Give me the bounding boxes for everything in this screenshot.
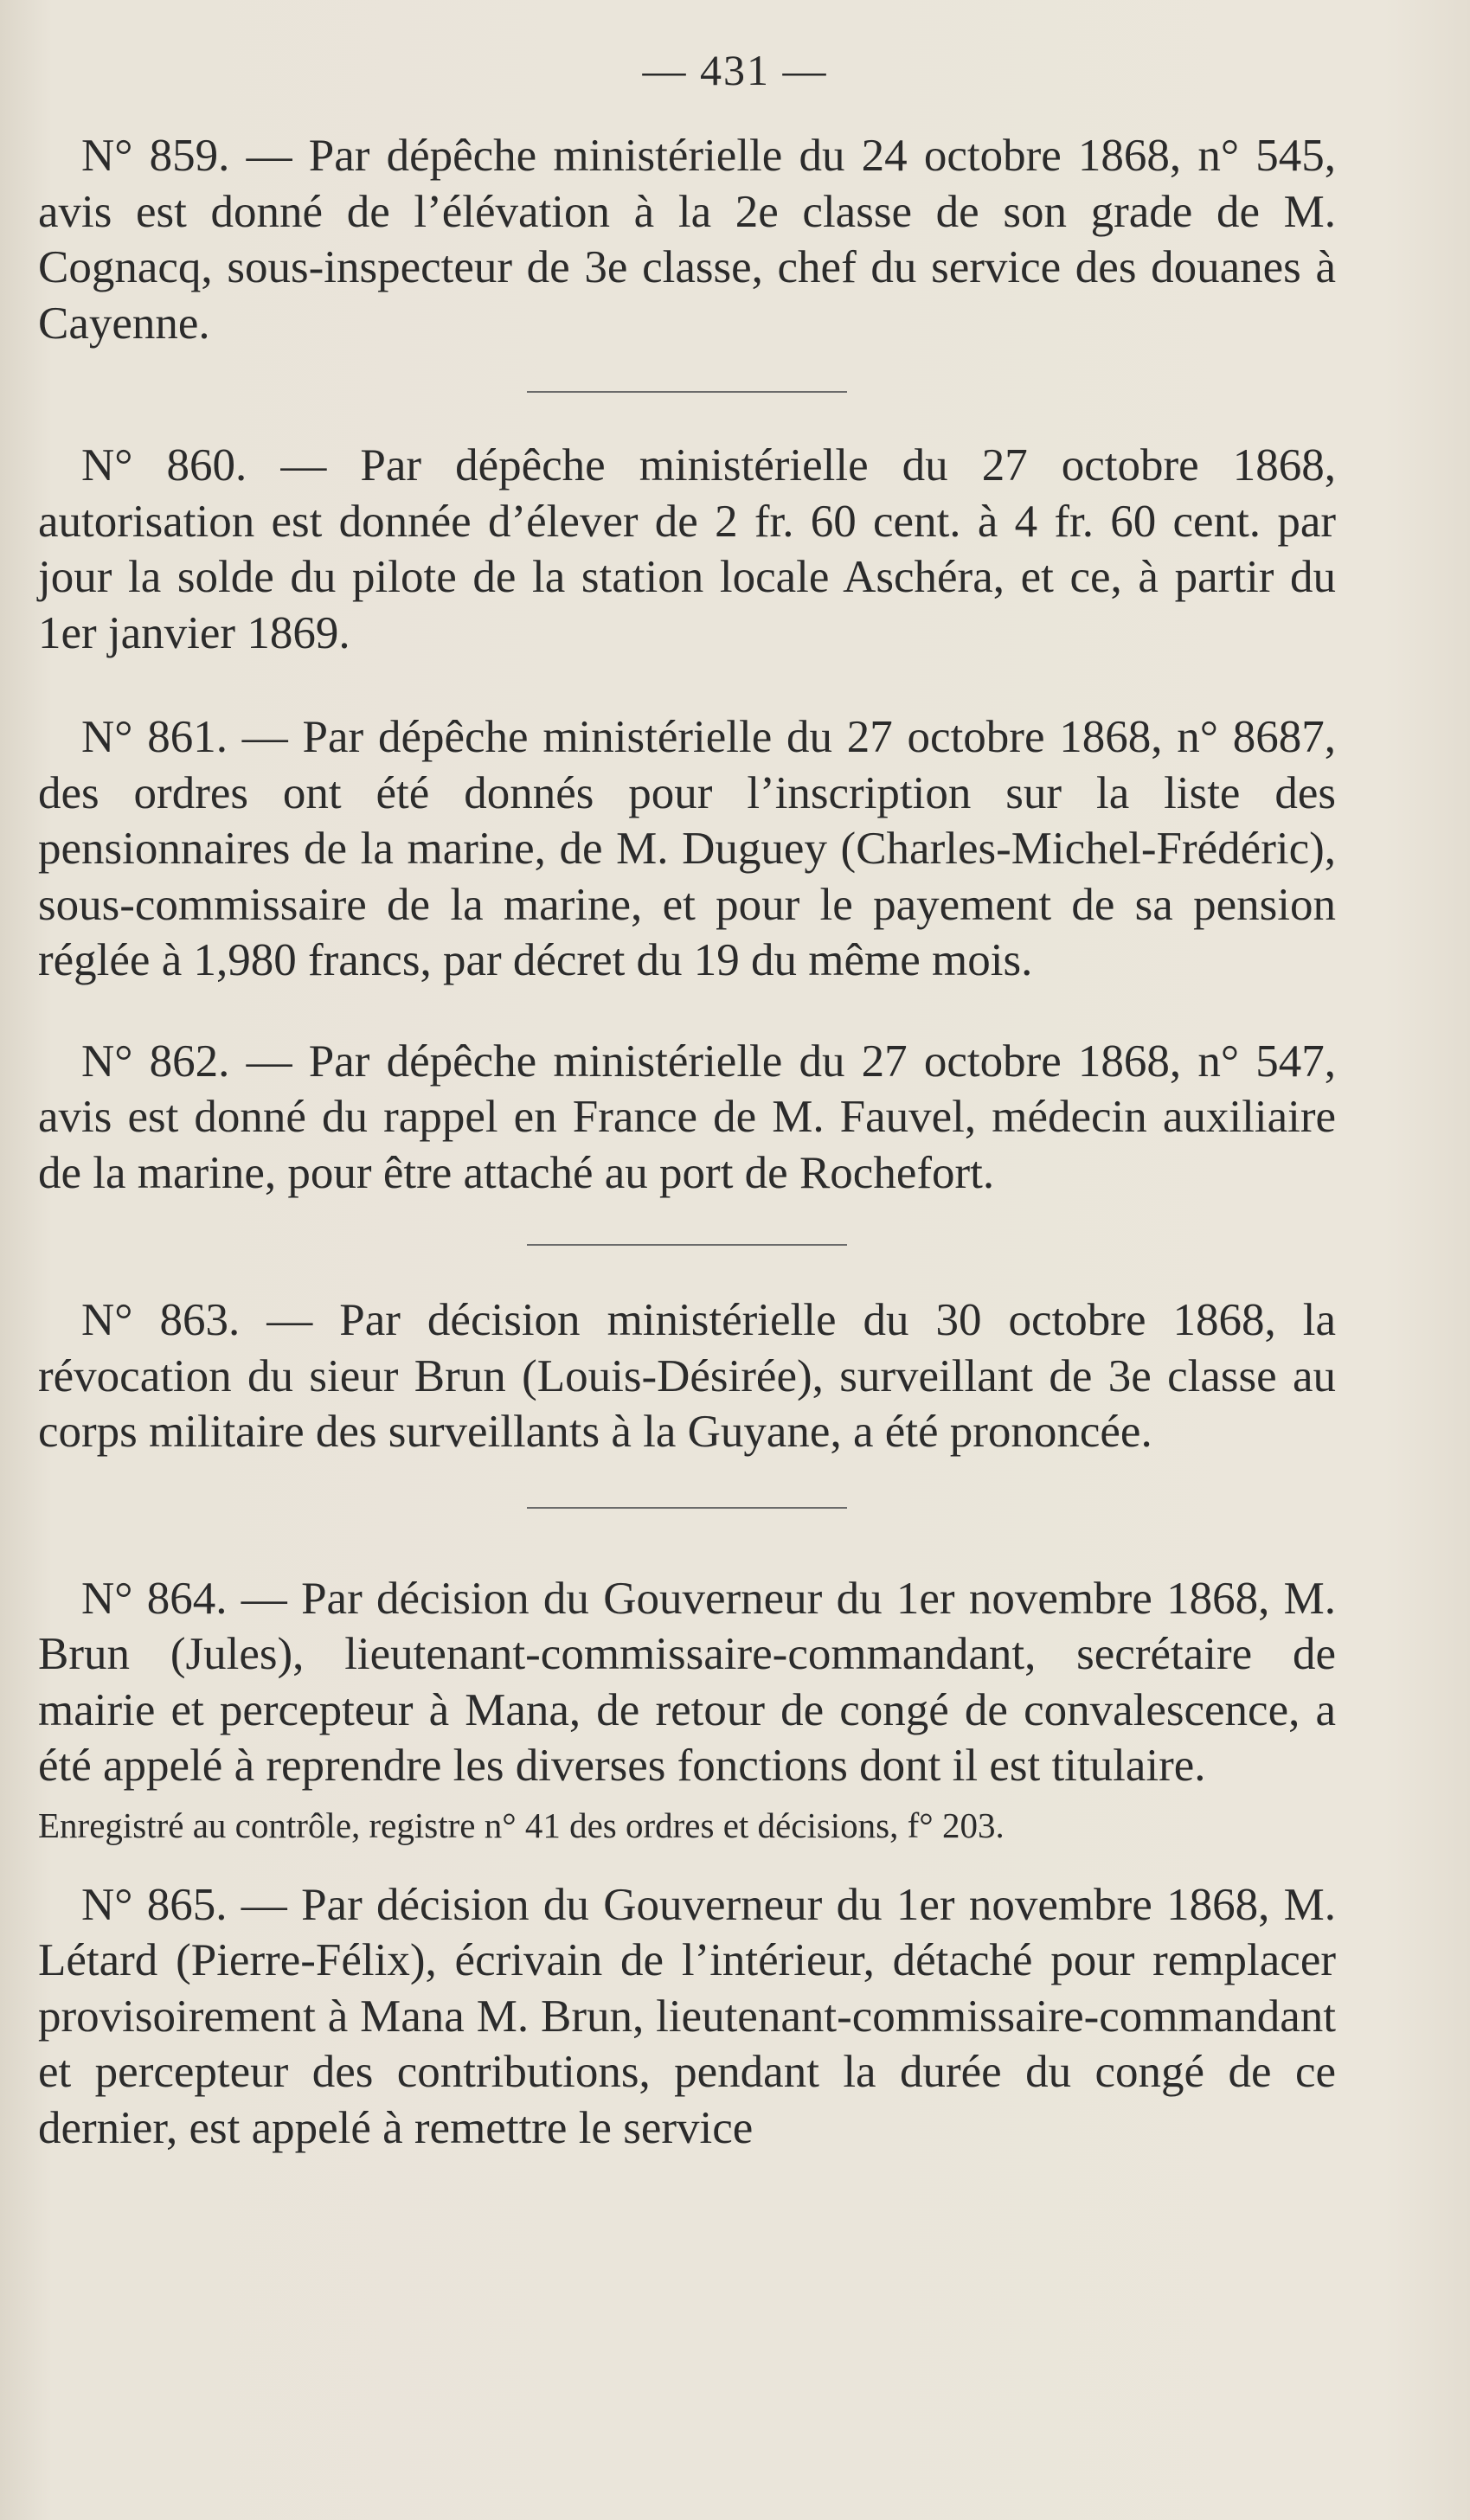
- entry-text: N° 860. — Par dépêche ministérielle du 27 octobre 1868, autorisation est donnée d’élever de 2 fr. 60 cent. à 4 fr. 60 cent. par jour la solde du pilote de la station locale Aschéra, et ce, à partir du 1er janvier 1869.: [38, 440, 1336, 658]
- page-number: — 431 —: [642, 46, 828, 94]
- entry-864: [38, 1571, 1336, 1794]
- entry-865: [38, 1877, 1336, 2157]
- entry-860: [38, 438, 1336, 661]
- entry-861: [38, 709, 1336, 989]
- entry-text: N° 859. — Par dépêche ministérielle du 24 octobre 1868, n° 545, avis est donné de l’élévation à la 2e classe de son grade de M. Cognacq, sous-inspecteur de 3e classe, chef du service des douanes à Cayenne.: [38, 131, 1336, 349]
- registration-note: Enregistré au contrôle, registre n° 41 des ordres et décisions, f° 203.: [38, 1805, 1005, 1845]
- entry-859: [38, 128, 1336, 351]
- entry-text: N° 863. — Par décision ministérielle du 30 octobre 1868, la révocation du sieur Brun (Louis-Désirée), surveillant de 3e classe au corps militaire des surveillants à la Guyane, a été prononcée.: [38, 1295, 1336, 1457]
- entry-text: N° 861. — Par dépêche ministérielle du 27 octobre 1868, n° 8687, des ordres ont été donnés pour l’inscription sur la liste des pensionnaires de la marine, de M. Duguey (Charles-Michel-Frédéric), sous-commissaire de la marine, et pour le payement de sa pension réglée à 1,980 francs, par décret du 19 du même mois.: [38, 712, 1336, 985]
- text-column: [38, 128, 1336, 2156]
- entry-text: N° 862. — Par dépêche ministérielle du 27 octobre 1868, n° 547, avis est donné du rappel en France de M. Fauvel, médecin auxiliaire de la marine, pour être attaché au port de Rochefort.: [38, 1036, 1336, 1198]
- entry-text: N° 864. — Par décision du Gouverneur du 1er novembre 1868, M. Brun (Jules), lieutenant-commissaire-commandant, secrétaire de mairie et percepteur à Mana, de retour de congé de convalescence, a été appelé à reprendre les diverses fonctions dont il est titulaire.: [38, 1573, 1336, 1791]
- entry-862: [38, 1034, 1336, 1202]
- entry-text: N° 865. — Par décision du Gouverneur du 1er novembre 1868, M. Létard (Pierre-Félix), écrivain de l’intérieur, détaché pour remplacer provisoirement à Mana M. Brun, lieutenant-commissaire-commandant et percepteur des contributions, pendant la durée du congé de ce dernier, est appelé à remettre le service: [38, 1879, 1336, 2153]
- entry-863: [38, 1292, 1336, 1460]
